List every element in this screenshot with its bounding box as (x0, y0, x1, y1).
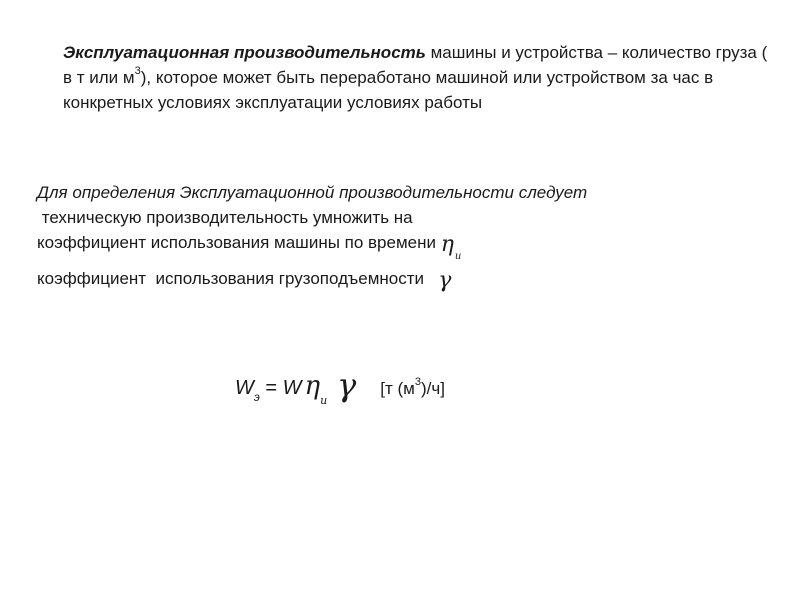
formula-eta-subscript: и (320, 394, 328, 408)
formula-w-e-letter: W (235, 377, 254, 399)
formula-gamma: γ (337, 366, 357, 404)
formula-units-2: )/ч] (421, 379, 445, 398)
eta-glyph: η (440, 232, 454, 257)
formula-equals: = (259, 377, 283, 399)
rule-line-4-text: коэффициент использования грузоподъемности (37, 269, 425, 289)
eta-subscript: и (454, 251, 462, 263)
cubic-superscript: 3 (134, 65, 141, 78)
formula-eta-glyph: η (304, 371, 321, 401)
rule-line-3 (37, 230, 757, 266)
formula-w: W (282, 377, 302, 399)
rule-line-4 (37, 266, 757, 293)
formula-w-e-subscript: э (253, 390, 260, 404)
rule-line-3-text: коэффициент использования машины по времени (37, 233, 436, 252)
formula-eta (304, 371, 328, 408)
definition-text-2: ), которое может быть переработано машиной или устройством за час в конкретных условиях эксплуатации условиях работы (63, 68, 714, 112)
definition-term: Эксплуатационная производительность (63, 43, 426, 62)
formula-units-superscript: 3 (414, 376, 421, 389)
formula-units-1: [т (м (380, 379, 415, 398)
definition-paragraph (63, 40, 773, 115)
gamma-symbol: γ (438, 268, 452, 294)
formula-w-e (235, 377, 260, 404)
formula (235, 368, 445, 414)
formula-units (380, 376, 445, 398)
definition-text-1: машины и устройства – количество груза ( в т или м (63, 43, 768, 87)
rule-line-2: техническую производительность умножить на (37, 208, 413, 227)
rule-paragraph (37, 180, 757, 293)
rule-intro: Для определения Эксплуатационной производительности следует (37, 183, 588, 202)
eta-symbol (441, 232, 462, 266)
